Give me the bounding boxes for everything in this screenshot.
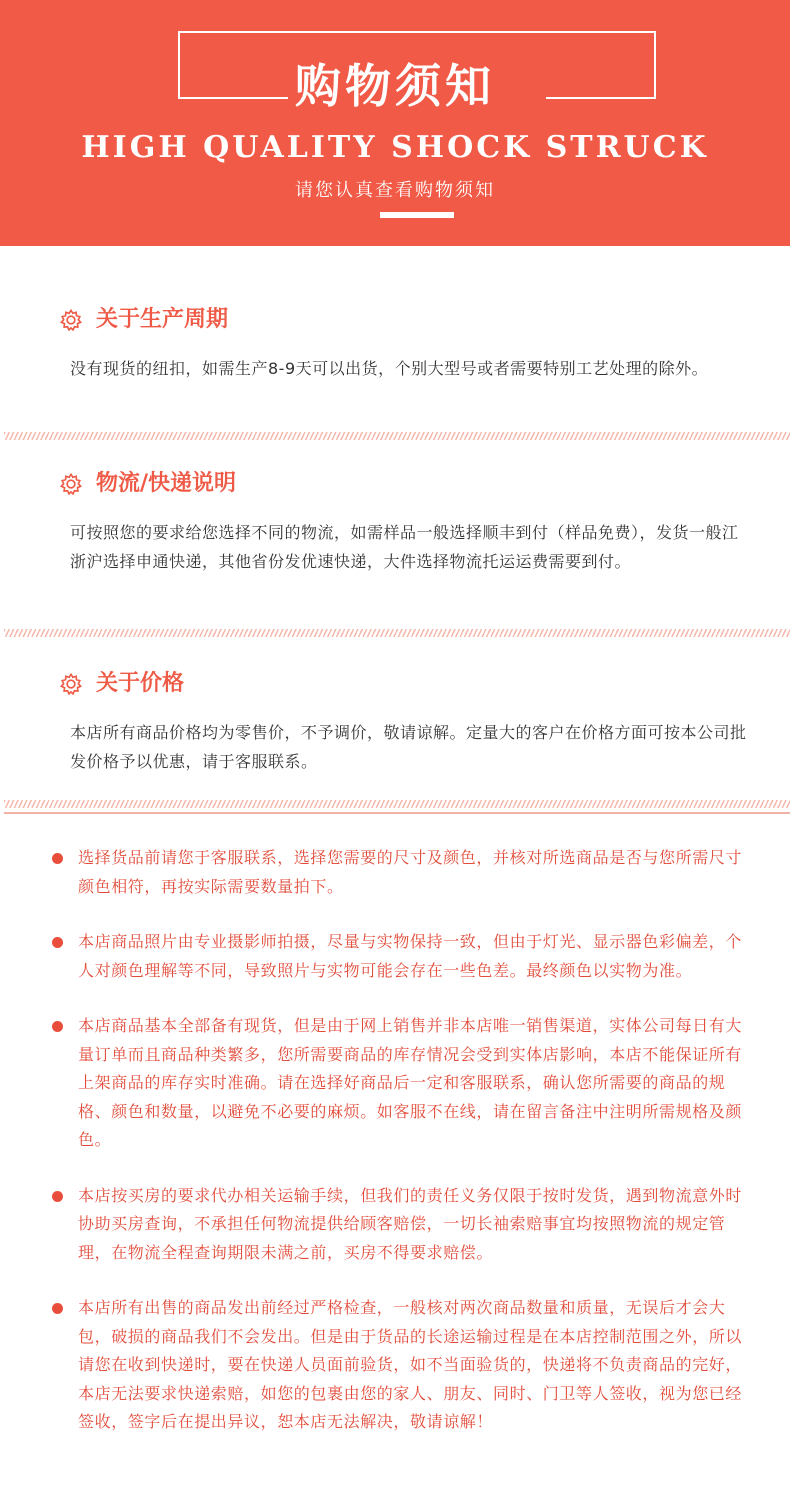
divider-line <box>4 812 790 814</box>
section-body: 本店所有商品价格均为零售价，不予调价，敬请谅解。定量大的客户在价格方面可按本公司批发价格予以优惠，请于客服联系。 <box>70 723 747 771</box>
notice-text: 选择货品前请您于客服联系，选择您需要的尺寸及颜色，并核对所选商品是否与您所需尺寸颜色相符，再按实际需要数量拍下。 <box>78 848 743 896</box>
list-item <box>46 1294 756 1437</box>
bullet-icon <box>52 937 63 948</box>
gear-icon <box>60 473 82 495</box>
section-header <box>60 666 750 702</box>
notice-text: 本店商品照片由专业摄影师拍摄，尽量与实物保持一致，但由于灯光、显示器色彩偏差，个人对颜色理解等不同，导致照片与实物可能会存在一些色差。最终颜色以实物为准。 <box>78 932 743 980</box>
page-note: 请您认真查看购物须知 <box>295 180 495 201</box>
notice-list <box>46 844 756 1464</box>
section-title: 关于生产周期 <box>96 307 229 332</box>
gear-icon <box>60 309 82 331</box>
gear-icon <box>60 673 82 695</box>
section-body: 可按照您的要求给您选择不同的物流，如需样品一般选择顺丰到付（样品免费），发货一般江浙沪选择申通快递，其他省份发优速快递，大件选择物流托运运费需要到付。 <box>70 523 739 571</box>
divider <box>4 629 790 637</box>
section-title: 关于价格 <box>96 671 185 696</box>
section-header <box>60 466 750 502</box>
section-header <box>60 302 750 338</box>
bullet-icon <box>52 1021 63 1032</box>
divider <box>4 800 790 808</box>
page-title: 购物须知 <box>295 59 495 113</box>
divider <box>4 432 790 440</box>
banner-underline <box>380 212 454 218</box>
notice-text: 本店按买房的要求代办相关运输手续，但我们的责任义务仅限于按时发货，遇到物流意外时协助买房查询，不承担任何物流提供给顾客赔偿，一切长袖索赔事宜均按照物流的规定管理，在物流全程查询期限未满之前，买房不得要求赔偿。 <box>78 1185 743 1262</box>
banner-frame-top <box>178 31 656 33</box>
bullet-icon <box>52 1303 63 1314</box>
section-price <box>60 666 750 776</box>
bullet-icon <box>52 1191 63 1202</box>
page-subtitle: HIGH QUALITY SHOCK STRUCK <box>81 130 709 165</box>
header-banner <box>0 0 790 246</box>
notice-text: 本店商品基本全部备有现货，但是由于网上销售并非本店唯一销售渠道，实体公司每日有大量订单而且商品种类繁多，您所需要商品的库存情况会受到实体店影响，本店不能保证所有上架商品的库存实时准确。请在选择好商品后一定和客服联系，确认您所需要的商品的规格、颜色和数量，以避免不必要的麻烦。如客服不在线，请在留言备注中注明所需规格及颜色。 <box>78 1016 743 1149</box>
section-title: 物流/快递说明 <box>96 471 237 496</box>
list-item <box>46 844 756 901</box>
section-production-cycle <box>60 302 750 383</box>
bullet-icon <box>52 853 63 864</box>
notice-text: 本店所有出售的商品发出前经过严格检查，一般核对两次商品数量和质量，无误后才会大包，破损的商品我们不会发出。但是由于货品的长途运输过程是在本店控制范围之外，所以请您在收到快递时，要在快递人员面前验货，如不当面验货的，快递将不负责商品的完好，本店无法要求快递索赔，如您的包裹由您的家人、朋友、同时、门卫等人签收，视为您已经签收，签字后在提出异议，恕本店无法解决，敬请谅解！ <box>78 1298 743 1431</box>
list-item <box>46 1182 756 1268</box>
section-logistics <box>60 466 750 576</box>
section-body: 没有现货的纽扣，如需生产8-9天可以出货，个别大型号或者需要特别工艺处理的除外。 <box>70 359 709 378</box>
list-item <box>46 928 756 985</box>
list-item <box>46 1012 756 1155</box>
